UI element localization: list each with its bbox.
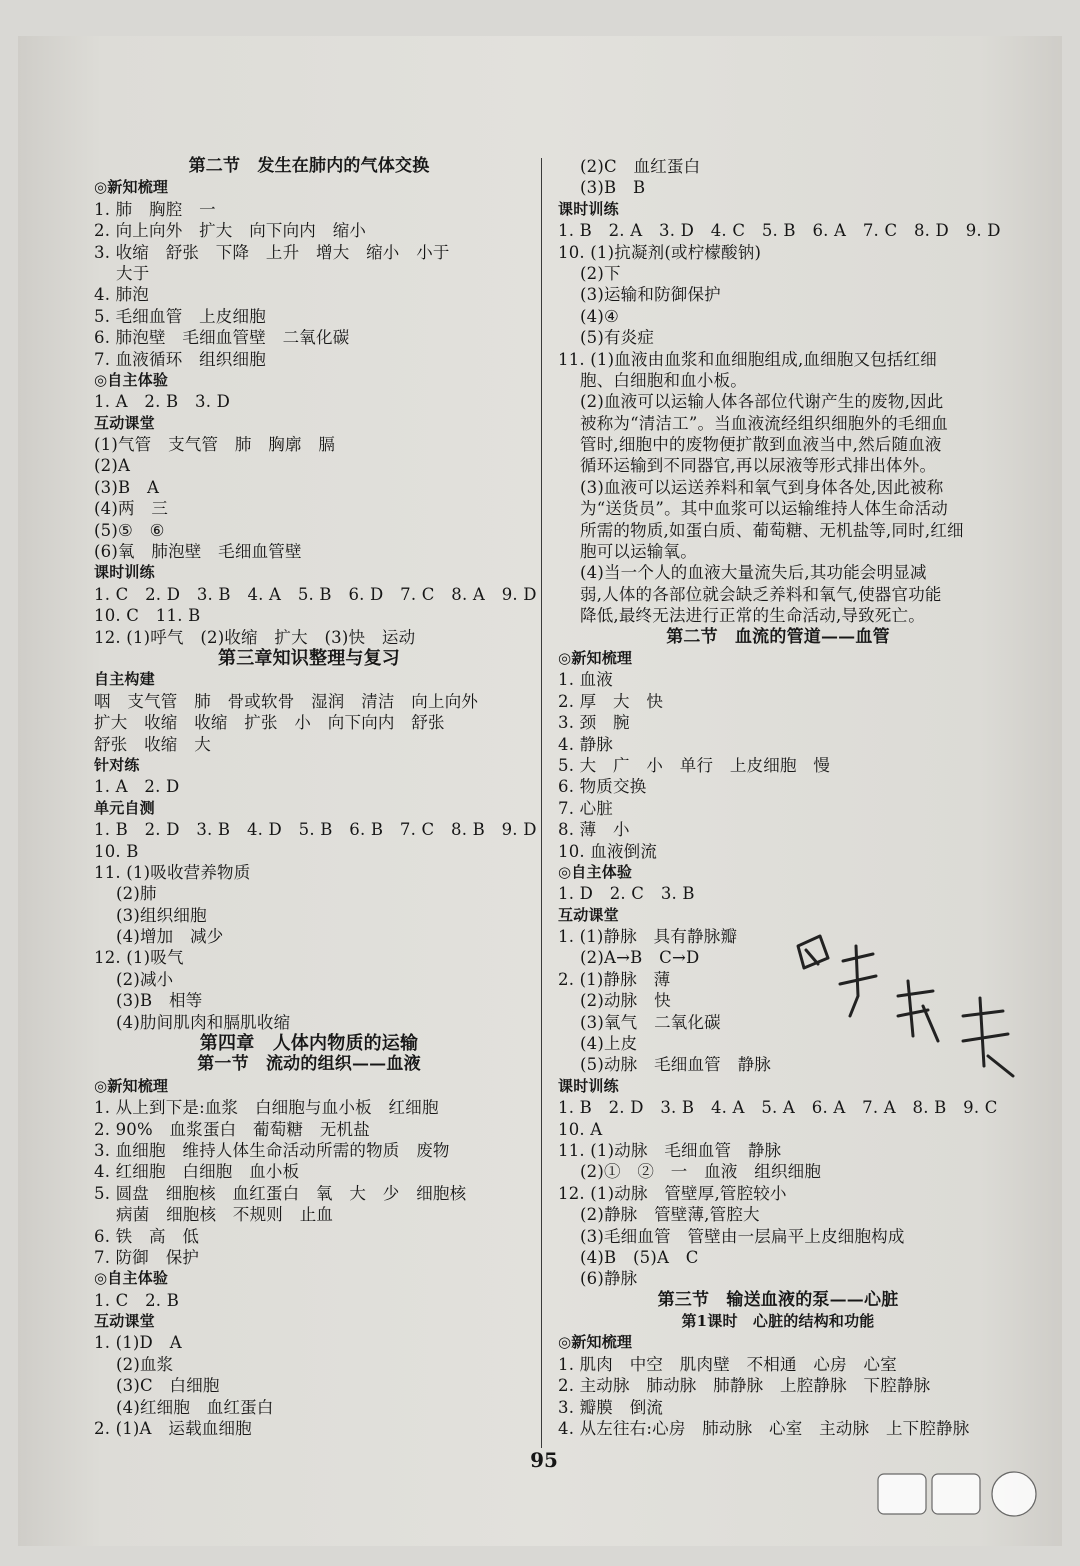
answer-line: 1. (1)D A <box>94 1333 182 1353</box>
answer-line: (4)肋间肌肉和膈肌收缩 <box>116 1012 291 1032</box>
answer-line: 1. B 2. D 3. B 4. A 5. A 6. A 7. A 8. B 9. C <box>558 1098 998 1118</box>
answer-line: (3)氧气 二氧化碳 <box>580 1012 721 1032</box>
answer-line: (1)气管 支气管 肺 胸廓 膈 <box>94 435 336 455</box>
answer-line: (4)上皮 <box>580 1034 638 1054</box>
answer-line: 12. (1)动脉 管壁厚,管腔较小 <box>558 1183 787 1203</box>
title-line: 第二节 血流的管道——血管 <box>666 626 890 647</box>
answer-line: 2. (1)A 运载血细胞 <box>94 1419 252 1439</box>
answer-line: (3)血液可以运送养料和氧气到身体各处,因此被称 <box>580 477 944 497</box>
answer-line: 10. B <box>94 841 139 861</box>
answer-line: 2. 主动脉 肺动脉 肺静脉 上腔静脉 下腔静脉 <box>558 1376 931 1396</box>
answer-line: 1. 血液 <box>558 670 613 690</box>
answer-line: 管时,细胞中的废物便扩散到血液当中,然后随血液 <box>580 435 942 455</box>
answer-line: (3)组织细胞 <box>116 905 207 925</box>
answer-line: 扩大 收缩 收缩 扩张 小 向下向内 舒张 <box>94 713 445 733</box>
title-line: 第三节 输送血液的泵——心脏 <box>657 1289 899 1310</box>
answer-line: 3. 颈 腕 <box>558 713 630 733</box>
answer-line: 12. (1)吸气 <box>94 948 184 968</box>
answer-line: (2)① ② 一 血液 组织细胞 <box>580 1162 822 1182</box>
answer-line: 3. 血细胞 维持人体生命活动所需的物质 废物 <box>94 1140 450 1160</box>
answer-line: 舒张 收缩 大 <box>94 734 211 754</box>
textbook-page <box>18 36 1062 1546</box>
answer-line: 1. B 2. D 3. B 4. D 5. B 6. B 7. C 8. B 9. D <box>94 820 537 840</box>
answer-line: 弱,人体的各部位就会缺乏养料和氧气,使器官功能 <box>580 584 942 604</box>
answer-line: 为“送货员”。其中血浆可以运输维持人体生命活动 <box>580 499 948 519</box>
answer-line: 6. 肺泡壁 毛细血管壁 二氧化碳 <box>94 328 350 348</box>
answer-line: 5. 圆盘 细胞核 血红蛋白 氧 大 少 细胞核 <box>94 1183 467 1203</box>
section-heading: ◎自主体验 <box>94 1269 169 1288</box>
answer-line: 6. 铁 高 低 <box>94 1226 200 1246</box>
answer-line: 10. C 11. B <box>94 606 201 626</box>
title-line: 第1课时 心脏的结构和功能 <box>681 1312 875 1331</box>
right-column <box>558 156 1001 1439</box>
answer-line: (2)动脉 快 <box>580 991 671 1011</box>
answer-line: (2)A→B C→D <box>580 948 700 968</box>
answer-line: 所需的物质,如蛋白质、葡萄糖、无机盐等,同时,红细 <box>580 520 964 540</box>
answer-line: 2. 90% 血浆蛋白 葡萄糖 无机盐 <box>94 1119 370 1139</box>
answer-line: (3)B 相等 <box>116 991 203 1011</box>
column-divider <box>541 158 542 1448</box>
answer-line: 2. 厚 大 快 <box>558 691 664 711</box>
answer-line: (5)⑤ ⑥ <box>94 520 165 540</box>
left-column <box>94 156 537 1439</box>
answer-line: (2)血浆 <box>116 1354 174 1374</box>
answer-line: 4. 从左往右:心房 肺动脉 心室 主动脉 上下腔静脉 <box>558 1419 970 1439</box>
answer-line: 1. B 2. A 3. D 4. C 5. B 6. A 7. C 8. D 9. D <box>558 221 1001 241</box>
title-line: 第四章 人体内物质的运输 <box>199 1033 419 1055</box>
answer-line: 咽 支气管 肺 骨或软骨 湿润 清洁 向上向外 <box>94 691 479 711</box>
title-line: 第二节 发生在肺内的气体交换 <box>188 156 430 176</box>
answer-line: 7. 血液循环 组织细胞 <box>94 349 266 369</box>
answer-line: 循环运输到不同器官,再以尿液等形式排出体外。 <box>580 456 937 476</box>
answer-line: 2. (1)静脉 薄 <box>558 969 671 989</box>
section-heading: 课时训练 <box>558 1076 619 1095</box>
answer-line: 1. 肺 胸腔 一 <box>94 199 216 219</box>
answer-line: (2)肺 <box>116 884 157 904</box>
answer-line: 5. 大 广 小 单行 上皮细胞 慢 <box>558 755 831 775</box>
section-heading: ◎新知梳理 <box>94 178 169 197</box>
answer-line: 1. D 2. C 3. B <box>558 884 695 904</box>
answer-line: (6)静脉 <box>580 1269 638 1289</box>
section-heading: 互动课堂 <box>558 905 619 924</box>
answer-line: 1. 肌肉 中空 肌肉壁 不相通 心房 心室 <box>558 1354 897 1374</box>
answer-line: (3)B A <box>94 477 160 497</box>
answer-line: 8. 薄 小 <box>558 820 630 840</box>
section-heading: 单元自测 <box>94 798 155 817</box>
answer-line: (2)血液可以运输人体各部位代谢产生的废物,因此 <box>580 392 944 412</box>
answer-line: 11. (1)动脉 毛细血管 静脉 <box>558 1140 782 1160</box>
section-heading: ◎自主体验 <box>558 862 633 881</box>
answer-line: 胞、白细胞和血小板。 <box>580 370 747 390</box>
answer-line: 降低,最终无法进行正常的生命活动,导致死亡。 <box>580 606 925 626</box>
section-heading: 针对练 <box>94 755 140 774</box>
answer-line: (2)减小 <box>116 969 174 989</box>
answer-line: 6. 物质交换 <box>558 777 647 797</box>
answer-line: 7. 心脏 <box>558 798 613 818</box>
answer-line: (2)下 <box>580 263 621 283</box>
answer-line: (4)红细胞 血红蛋白 <box>116 1397 274 1417</box>
section-heading: ◎自主体验 <box>94 370 169 389</box>
answer-line: (3)运输和防御保护 <box>580 285 721 305</box>
answer-line: (3)毛细血管 管壁由一层扁平上皮细胞构成 <box>580 1226 905 1246</box>
answer-line: 3. 收缩 舒张 下降 上升 增大 缩小 小于 <box>94 242 450 262</box>
answer-line: 11. (1)血液由血浆和血细胞组成,血细胞又包括红细 <box>558 349 938 369</box>
answer-line: 1. 从上到下是:血浆 白细胞与血小板 红细胞 <box>94 1098 439 1118</box>
answer-line: 病菌 细胞核 不规则 止血 <box>116 1205 334 1225</box>
section-heading: ◎新知梳理 <box>558 1333 633 1352</box>
answer-line: 11. (1)吸收营养物质 <box>94 862 251 882</box>
answer-line: (4)当一个人的血液大量流失后,其功能会明显减 <box>580 563 927 583</box>
answer-line: (4)两 三 <box>94 499 169 519</box>
answer-line: 10. 血液倒流 <box>558 841 658 861</box>
title-line: 第一节 流动的组织——血液 <box>197 1054 421 1075</box>
answer-line: 12. (1)呼气 (2)收缩 扩大 (3)快 运动 <box>94 627 416 647</box>
answer-line: 2. 向上向外 扩大 向下向内 缩小 <box>94 221 367 241</box>
answer-line: (4)B (5)A C <box>580 1247 699 1267</box>
answer-line: (5)有炎症 <box>580 328 655 348</box>
answer-line: 1. A 2. B 3. D <box>94 392 231 412</box>
answer-line: 1. (1)静脉 具有静脉瓣 <box>558 927 738 947</box>
answer-line: (3)C 白细胞 <box>116 1376 220 1396</box>
title-line: 第三章知识整理与复习 <box>218 647 400 669</box>
answer-line: 4. 红细胞 白细胞 血小板 <box>94 1162 300 1182</box>
answer-line: (4)增加 减少 <box>116 927 224 947</box>
section-heading: 互动课堂 <box>94 1312 155 1331</box>
handwritten-note <box>758 906 1048 1106</box>
answer-line: 胞可以运输氧。 <box>580 542 697 562</box>
page-number: 95 <box>530 1448 558 1472</box>
answer-line: 10. (1)抗凝剂(或柠檬酸钠) <box>558 242 762 262</box>
answer-line: 4. 肺泡 <box>94 285 149 305</box>
section-heading: 课时训练 <box>558 199 619 218</box>
answer-line: 5. 毛细血管 上皮细胞 <box>94 306 266 326</box>
answer-line: 10. A <box>558 1119 603 1139</box>
answer-line: (6)氧 肺泡壁 毛细血管壁 <box>94 542 302 562</box>
answer-line: 3. 瓣膜 倒流 <box>558 1397 664 1417</box>
answer-line: 1. C 2. B <box>94 1290 180 1310</box>
answer-line: 1. A 2. D <box>94 777 180 797</box>
answer-line: 1. C 2. D 3. B 4. A 5. B 6. D 7. C 8. A 9. D <box>94 584 537 604</box>
answer-line: 7. 防御 保护 <box>94 1247 200 1267</box>
section-heading: ◎新知梳理 <box>94 1076 169 1095</box>
answer-line: (2)C 血红蛋白 <box>580 157 701 176</box>
section-heading: 自主构建 <box>94 670 155 689</box>
answer-line: (4)④ <box>580 306 619 326</box>
answer-line: (2)A <box>94 456 131 476</box>
answer-line: 4. 静脉 <box>558 734 613 754</box>
answer-line: (5)动脉 毛细血管 静脉 <box>580 1055 771 1075</box>
section-heading: ◎新知梳理 <box>558 648 633 667</box>
section-heading: 互动课堂 <box>94 413 155 432</box>
answer-line: 大于 <box>116 263 150 283</box>
answer-line: (3)B B <box>580 178 646 198</box>
watermark-logo <box>874 1468 1044 1538</box>
answer-line: (2)静脉 管壁薄,管腔大 <box>580 1205 760 1225</box>
section-heading: 课时训练 <box>94 563 155 582</box>
answer-line: 被称为“清洁工”。当血液流经组织细胞外的毛细血 <box>580 413 948 433</box>
